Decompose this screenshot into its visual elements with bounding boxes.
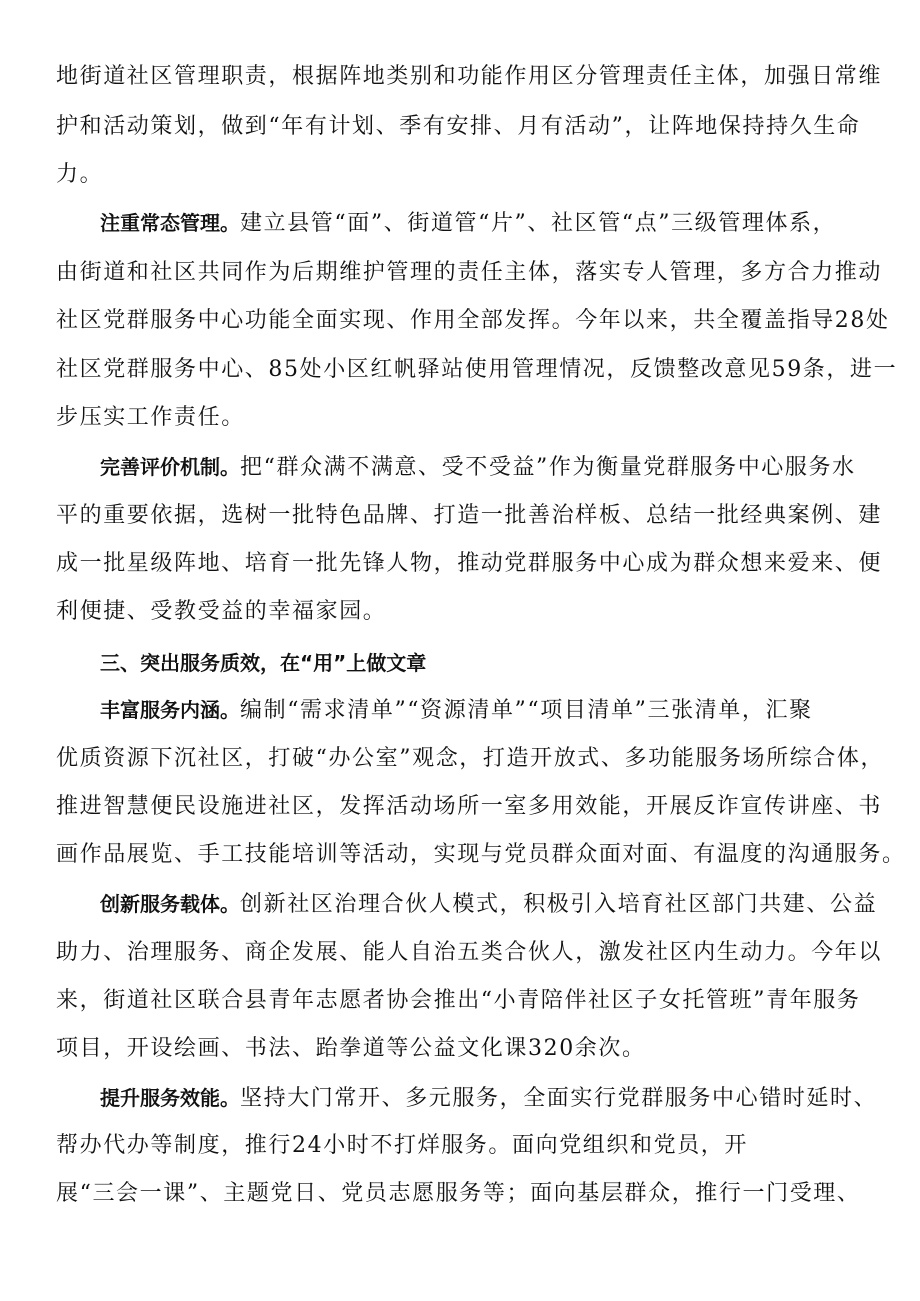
paragraph-line: 社区党群服务中心、85处小区红帆驿站使用管理情况，反馈整改意见59条，进一 <box>56 357 898 382</box>
paragraph-line: 护和活动策划，做到“年有计划、季有安排、月有活动”，让阵地保持持久生命 <box>56 114 861 139</box>
section-heading: 三、突出服务质效，在“用”上做文章 <box>100 651 427 675</box>
paragraph-lead: 创新服务载体。 <box>100 892 240 916</box>
paragraph-lead: 注重常态管理。 <box>100 211 240 235</box>
paragraph-line: 画作品展览、手工技能培训等活动，实现与党员群众面对面、有温度的沟通服务。 <box>56 842 906 867</box>
paragraph-first-line <box>100 695 813 726</box>
paragraph-line: 成一批星级阵地、培育一批先锋人物，推动党群服务中心成为群众想来爱来、便 <box>56 551 883 576</box>
paragraph-text: 把“群众满不满意、受不受益”作为衡量党群服务中心服务水 <box>240 455 856 480</box>
paragraph-text: 编制“需求清单”“资源清单”“项目清单”三张清单，汇聚 <box>240 698 813 723</box>
paragraph-line: 来，街道社区联合县青年志愿者协会推出“小青陪伴社区子女托管班”青年服务 <box>56 988 861 1013</box>
paragraph-first-line <box>100 452 856 483</box>
paragraph-text: 建立县管“面”、街道管“片”、社区管“点”三级管理体系， <box>240 211 837 236</box>
paragraph-lead: 丰富服务内涵。 <box>100 698 240 722</box>
paragraph-line: 力。 <box>56 162 104 187</box>
paragraph-line: 平的重要依据，选树一批特色品牌、打造一批善治样板、总结一批经典案例、建 <box>56 503 883 528</box>
paragraph-line: 地街道社区管理职责，根据阵地类别和功能作用区分管理责任主体，加强日常维 <box>56 64 883 89</box>
paragraph-text: 创新社区治理合伙人模式，积极引入培育社区部门共建、公益 <box>240 892 878 917</box>
paragraph-line: 优质资源下沉社区，打破“办公室”观念，打造开放式、多功能服务场所综合体， <box>56 746 885 771</box>
paragraph-line: 步压实工作责任。 <box>56 405 245 430</box>
paragraph-lead: 完善评价机制。 <box>100 455 240 479</box>
paragraph-line: 项目，开设绘画、书法、跆拳道等公益文化课320余次。 <box>56 1036 646 1061</box>
paragraph-line: 推进智慧便民设施进社区，发挥活动场所一室多用效能，开展反诈宣传讲座、书 <box>56 794 883 819</box>
paragraph-line: 助力、治理服务、商企发展、能人自治五类合伙人，激发社区内生动力。今年以 <box>56 940 883 965</box>
paragraph-line: 帮办代办等制度，推行24小时不打烊服务。面向党组织和党员，开 <box>56 1133 748 1158</box>
paragraph-first-line <box>100 208 836 239</box>
paragraph-line: 利便捷、受教受益的幸福家园。 <box>56 599 387 624</box>
paragraph-first-line <box>100 1083 877 1114</box>
paragraph-text: 坚持大门常开、多元服务，全面实行党群服务中心错时延时、 <box>240 1086 878 1111</box>
paragraph-line: 社区党群服务中心功能全面实现、作用全部发挥。今年以来，共全覆盖指导28处 <box>56 308 890 333</box>
paragraph-first-line <box>100 889 877 920</box>
paragraph-line: 展“三会一课”、主题党日、党员志愿服务等；面向基层群众，推行一门受理、 <box>56 1181 861 1206</box>
paragraph-lead: 提升服务效能。 <box>100 1086 240 1110</box>
paragraph-line: 由街道和社区共同作为后期维护管理的责任主体，落实专人管理，多方合力推动 <box>56 260 883 285</box>
